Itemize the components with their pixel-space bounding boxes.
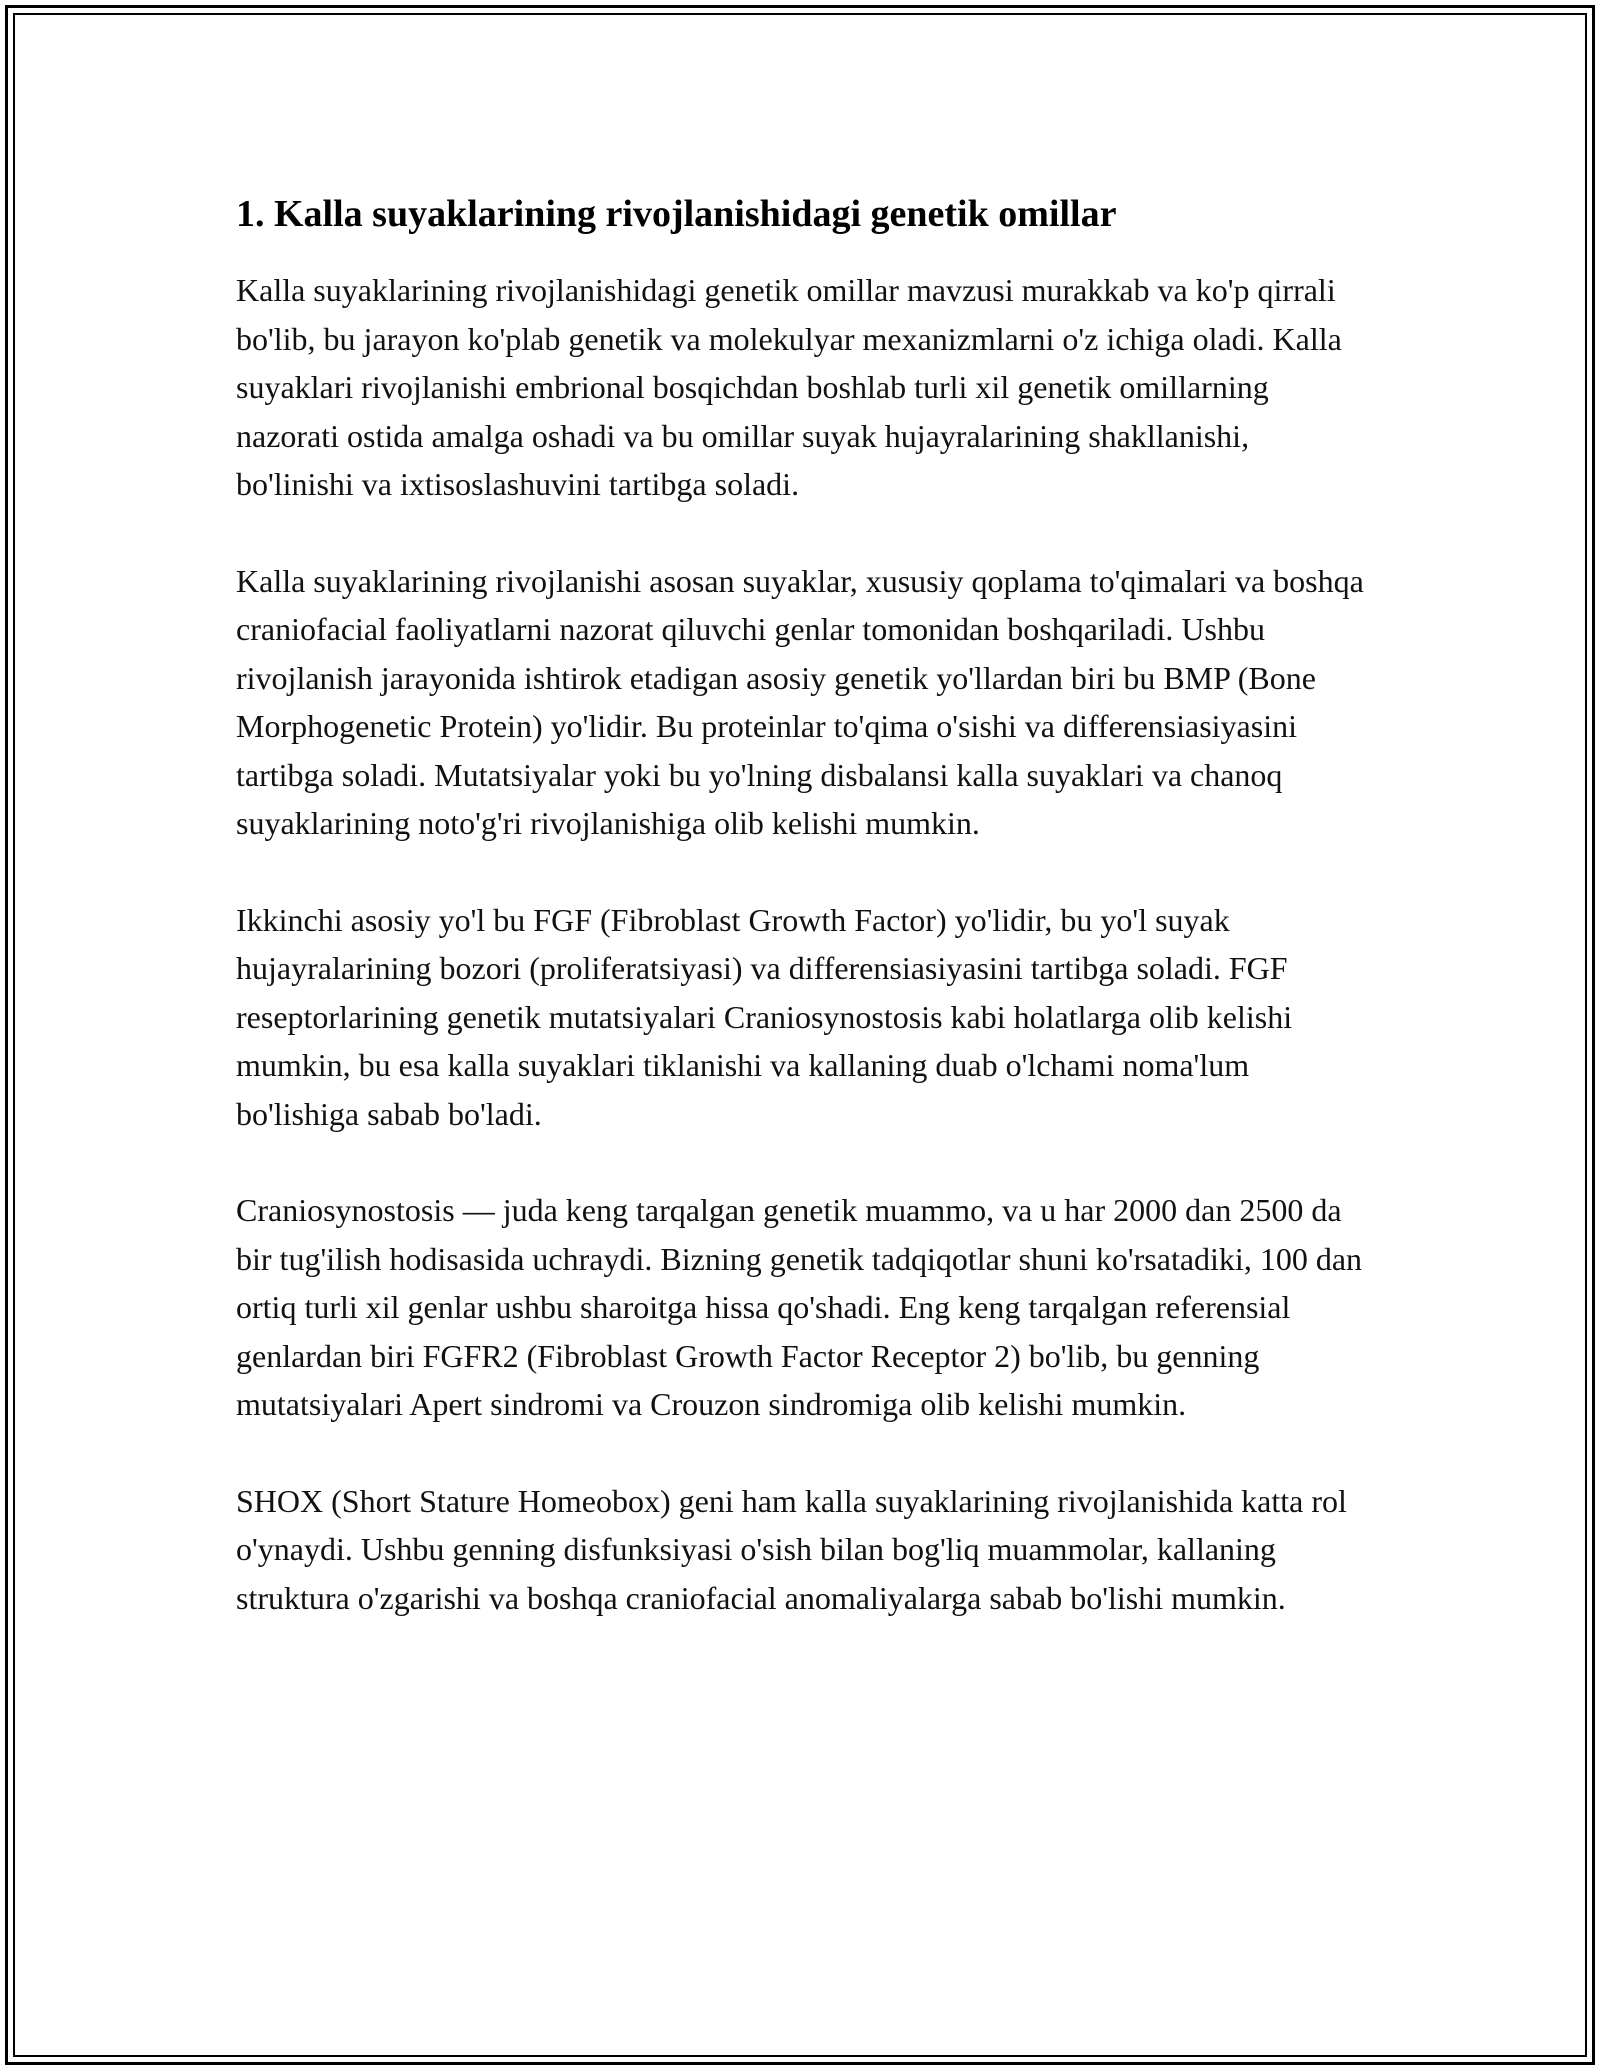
section-heading: 1. Kalla suyaklarining rivojlanishidagi genetik omillar	[236, 193, 1117, 235]
paragraph-5: SHOX (Short Stature Homeobox) geni ham kalla suyaklarining rivojlanishida katta rol o'ynaydi. Ushbu genning disfunksiyasi o'sish bilan bog'liq muammolar, kallaning struktura o'zgarishi va boshqa craniofacial anomaliyalarga sabab bo'lishi mumkin.	[236, 1482, 1347, 1616]
paragraph-2: Kalla suyaklarining rivojlanishi asosan suyaklar, xususiy qoplama to'qimalari va boshqa craniofacial faoliyatlarni nazorat qiluvchi genlar tomonidan boshqariladi. Ushbu rivojlanish jarayonida ishtirok etadigan asosiy genetik yo'llardan biri bu BMP (Bone Morphogenetic Protein) yo'lidir. Bu proteinlar to'qima o'sishi va differensiasiyasini tartibga soladi. Mutatsiyalar yoki bu yo'lning disbalansi kalla suyaklari va chanoq suyaklarining noto'g'ri rivojlanishiga olib kelishi mumkin.	[236, 562, 1364, 841]
paragraph-4: Craniosynostosis — juda keng tarqalgan genetik muammo, va u har 2000 dan 2500 da bir tug'ilish hodisasida uchraydi. Bizning genetik tadqiqotlar shuni ko'rsatadiki, 100 dan ortiq turli xil genlar ushbu sharoitga hissa qo'shadi. Eng keng tarqalgan referensial genlardan biri FGFR2 (Fibroblast Growth Factor Receptor 2) bo'lib, bu genning mutatsiyalari Apert sindromi va Crouzon sindromiga olib kelishi mumkin.	[236, 1192, 1363, 1422]
document-body	[236, 188, 1366, 1670]
paragraph-1: Kalla suyaklarining rivojlanishidagi genetik omillar mavzusi murakkab va ko'p qirrali bo'lib, bu jarayon ko'plab genetik va molekulyar mexanizmlarni o'z ichiga oladi. Kalla suyaklari rivojlanishi embrional bosqichdan boshlab turli xil genetik omillarning nazorati ostida amalga oshadi va bu omillar suyak hujayralarining shakllanishi, bo'linishi va ixtisoslashuvini tartibga soladi.	[236, 272, 1342, 502]
paragraph-3: Ikkinchi asosiy yo'l bu FGF (Fibroblast Growth Factor) yo'lidir, bu yo'l suyak hujayralarining bozori (proliferatsiyasi) va differensiasiyasini tartibga soladi. FGF reseptorlarining genetik mutatsiyalari Craniosynostosis kabi holatlarga olib kelishi mumkin, bu esa kalla suyaklari tiklanishi va kallaning duab o'lchami noma'lum bo'lishiga sabab bo'ladi.	[236, 901, 1293, 1132]
